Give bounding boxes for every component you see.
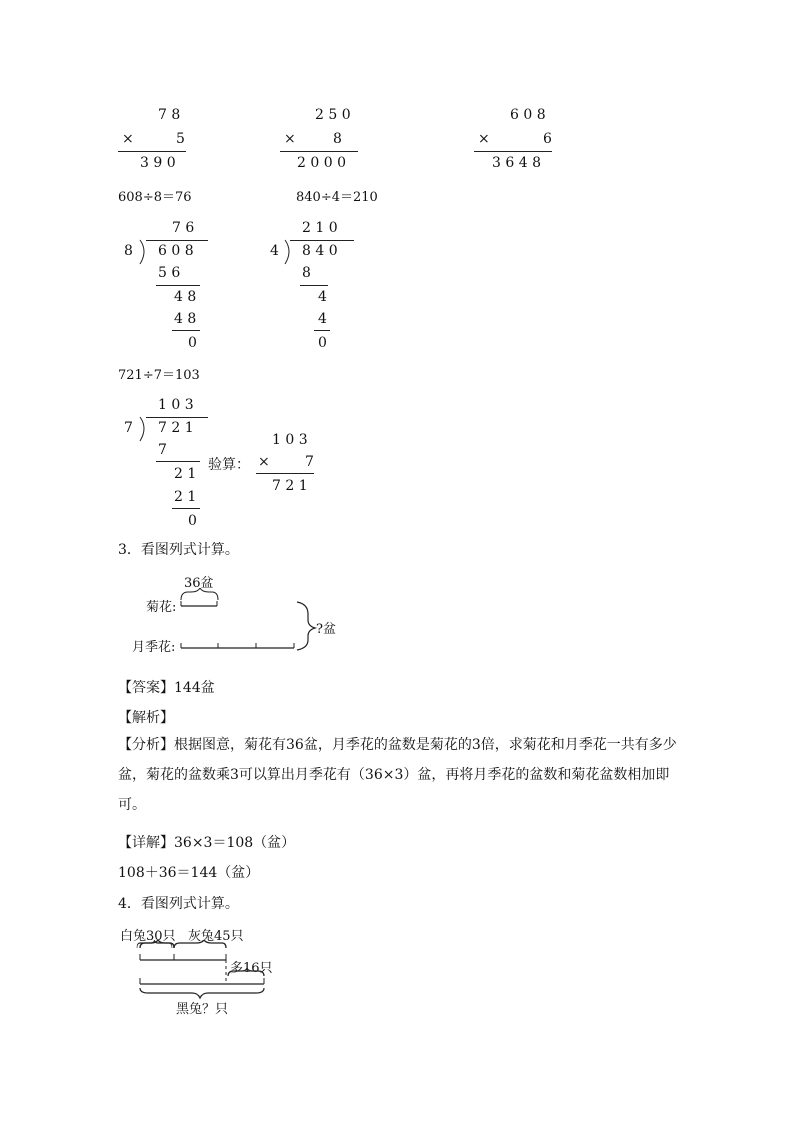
step-line <box>172 330 200 331</box>
rose-label: 月季花: <box>132 640 176 655</box>
division-bar <box>146 417 208 418</box>
step-line <box>156 285 200 286</box>
times-sign: × <box>122 131 134 147</box>
dividend: 8 4 0 <box>302 243 338 259</box>
division-bar <box>146 240 208 241</box>
multiplier: 6 <box>543 131 552 147</box>
multiplicand: 6 0 8 <box>510 107 546 123</box>
step-1: 7 <box>158 442 167 458</box>
divisor: 4 <box>270 243 279 259</box>
question-4-title: 4．看图列式计算。 <box>118 896 239 912</box>
step-2: 4 8 <box>174 289 197 305</box>
multiplicand: 7 8 <box>158 107 181 123</box>
multiplier: 8 <box>333 131 342 147</box>
result-line <box>474 151 552 152</box>
detail-line-2: 108＋36＝144（盆） <box>118 865 260 881</box>
multiplier: 5 <box>176 131 185 147</box>
step-1: 8 <box>302 265 311 281</box>
step-line <box>156 461 200 462</box>
quotient: 7 6 <box>172 220 195 236</box>
division-bar <box>290 240 354 241</box>
dividend: 6 0 8 <box>158 243 194 259</box>
check-product: 7 2 1 <box>272 478 308 494</box>
question-3-title: 3．看图列式计算。 <box>118 542 239 558</box>
step-line <box>314 330 330 331</box>
step-line <box>172 508 200 509</box>
division-bracket <box>138 239 150 265</box>
step-1: 5 6 <box>158 265 181 281</box>
step-3: 4 <box>318 311 327 327</box>
figure-top-label: 36盆 <box>184 576 214 591</box>
white-rabbit-label: 白兔30只 <box>120 929 176 944</box>
quotient: 1 0 3 <box>158 397 194 413</box>
analysis-label: 【解析】 <box>118 710 174 726</box>
check-label: 验算： <box>208 457 250 473</box>
division-bracket <box>138 416 150 442</box>
division-bracket <box>283 239 295 265</box>
total-label: ?盆 <box>316 622 336 637</box>
step-3: 2 1 <box>174 489 197 505</box>
product: 3 9 0 <box>140 155 176 171</box>
more-label: 多16只 <box>230 961 273 976</box>
step-2: 2 1 <box>174 466 197 482</box>
product: 3 6 4 8 <box>492 155 541 171</box>
times-sign: × <box>258 454 270 470</box>
quotient: 2 1 0 <box>302 220 338 236</box>
product: 2 0 0 0 <box>297 155 346 171</box>
equation-840-div-4: 840÷4＝210 <box>296 190 378 205</box>
times-sign: × <box>478 131 490 147</box>
result-line <box>256 473 314 474</box>
bar-diagram-lines <box>176 588 321 652</box>
step-line <box>300 285 328 286</box>
black-rabbit-label: 黑兔？只 <box>176 1002 229 1017</box>
analysis-paragraph: 【分析】根据图意，菊花有36盆，月季花的盆数是菊花的3倍，求菊花和月季花一共有多少盆，菊花的盆数乘3可以算出月季花有（36×3）盆，再将月季花的盆数和菊花盆数相加即可。 <box>118 737 677 813</box>
check-multiplicand: 1 0 3 <box>272 432 308 448</box>
answer-label: 【答案】144盆 <box>118 680 215 696</box>
chrysanthemum-label: 菊花: <box>146 600 177 615</box>
result-line <box>280 151 358 152</box>
multiplicand: 2 5 0 <box>315 107 351 123</box>
equation-608-div-8: 608÷8＝76 <box>118 190 192 205</box>
result-line <box>118 151 186 152</box>
remainder: 0 <box>188 335 197 351</box>
step-2: 4 <box>318 289 327 305</box>
dividend: 7 2 1 <box>158 420 194 436</box>
remainder: 0 <box>318 335 327 351</box>
gray-rabbit-label: 灰兔45只 <box>188 929 244 944</box>
step-3: 4 8 <box>174 311 197 327</box>
times-sign: × <box>284 131 296 147</box>
divisor: 8 <box>124 243 133 259</box>
check-multiplier: 7 <box>305 454 314 470</box>
equation-721-div-7: 721÷7＝103 <box>118 368 200 383</box>
remainder: 0 <box>188 513 197 529</box>
rabbit-bar-diagram <box>134 940 269 1000</box>
divisor: 7 <box>124 420 133 436</box>
detail-line-1: 【详解】36×3＝108（盆） <box>118 835 296 851</box>
